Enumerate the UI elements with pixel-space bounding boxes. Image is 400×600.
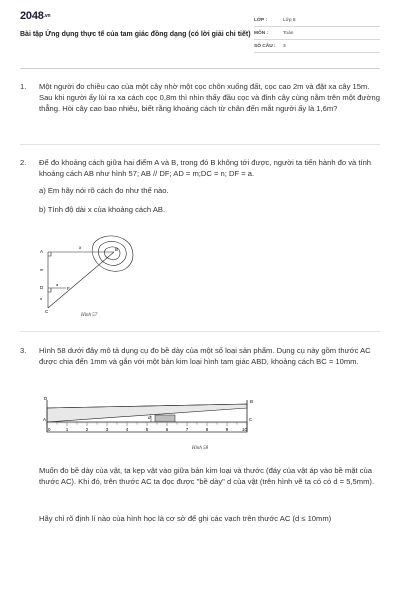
figure-57-caption: Hình 57 — [81, 313, 98, 318]
question-1 — [20, 81, 380, 114]
meta-value: 3 — [283, 43, 286, 49]
question-divider — [20, 331, 380, 332]
meta-label: LỚP : — [254, 17, 268, 23]
meta-row-count — [254, 40, 380, 53]
meta-value: Lớp 8 — [283, 17, 296, 23]
meta-label: MÔN : — [254, 30, 269, 36]
question-number: 1. — [20, 82, 27, 91]
right-angle-mark — [48, 288, 51, 292]
meta-value: Toán — [283, 30, 294, 36]
question-text: Một người đo chiều cao của một cây nhờ một cọc chôn xuống đất, cọc cao 2m và đặt xa cây 15m. Sau khi người ấy lùi ra xa cách cọc 0,8m thì nhìn thấy đầu cọc và đỉnh cây cùng nằm trên một đường thẳng. Hỏi cây cao bao nhiêu, biết rằng khoảng cách từ chân đến mắt người ấy là 1,6m? — [39, 82, 380, 113]
question-2 — [20, 157, 380, 215]
logo-text: 2048 — [20, 10, 44, 22]
label-D: D — [44, 396, 48, 401]
ruler-tick-label: 8 — [205, 427, 209, 432]
ruler-tick-label: 1 — [65, 427, 69, 432]
question-text: Hình 58 dưới đây mô tả dụng cụ đo bề dày của một số loại sản phẩm. Dụng cụ này gồm thước AC được chia đến 1mm và gắn với một bản kim loại hình tam giác ABD, khoảng cách BC = 10mm. — [39, 346, 371, 366]
question-divider — [20, 144, 380, 145]
label-n: n — [40, 296, 43, 301]
figure-58 — [39, 394, 261, 440]
meta-row-subject — [254, 27, 380, 40]
question-text: Hãy chỉ rõ định lí nào của hình học là cơ sở để ghi các vạch trên thước AC (d ≤ 10mm) — [39, 514, 332, 523]
ruler-tick-label: 10 — [242, 427, 248, 432]
ruler-tick-label: 7 — [185, 427, 189, 432]
ruler-tick-label: 3 — [105, 427, 109, 432]
ruler-tick-label: 9 — [225, 427, 229, 432]
label-D: D — [40, 285, 44, 290]
label-A: A — [40, 249, 44, 254]
meta-label: SỐ CÂU : — [254, 43, 276, 49]
label-A: A — [43, 417, 47, 422]
question-part-b: b) Tính độ dài x của khoảng cách AB. — [39, 205, 166, 214]
metal-plate — [47, 404, 247, 422]
ruler-tick-label: 5 — [145, 427, 149, 432]
worksheet-title: Bài tập Ứng dụng thực tế của tam giác đồng dạng (có lời giải chi tiết) — [20, 31, 251, 38]
label-B: B — [250, 399, 254, 404]
question-3-para-2 — [20, 465, 380, 487]
question-3-para-3 — [20, 513, 380, 524]
site-logo[interactable] — [20, 10, 50, 22]
ruler-tick-label: 4 — [125, 427, 129, 432]
label-C: C — [45, 309, 49, 313]
question-text: Để đo khoảng cách giữa hai điểm A và B, trong đó B không tới được, người ta tiến hành đo và tính khoảng cách AB như hình 57; AB // DF; AD = m;DC = n; DF = a. — [39, 158, 372, 178]
label-F: F — [67, 286, 70, 291]
figure-57 — [36, 233, 146, 313]
label-C: C — [249, 417, 253, 422]
question-number: 2. — [20, 158, 27, 167]
label-B: B — [115, 247, 119, 252]
label-a: a — [56, 282, 59, 287]
label-d: d — [148, 415, 151, 420]
ruler-tick-label: 0 — [48, 427, 51, 432]
segment-cb — [48, 252, 114, 308]
right-angle-mark — [48, 252, 51, 256]
logo-suffix: .vn — [43, 13, 51, 20]
label-m: m — [40, 267, 44, 272]
figure-58-caption: Hình 58 — [191, 446, 209, 451]
ruler-tick-label: 6 — [165, 427, 169, 432]
measured-object — [155, 415, 175, 422]
meta-row-class — [254, 14, 380, 27]
question-number: 3. — [20, 346, 27, 355]
header-divider — [20, 68, 380, 69]
meta-table — [254, 14, 380, 53]
question-3 — [20, 345, 380, 367]
question-text: Muốn đo bề dày của vật, ta kẹp vật vào giữa bản kim loại và thước (đáy của vật áp vào bề mặt của thước AC). Khi đó, trên thước AC ta đọc được "bề dày" d của vật (trên hình vẽ ta có có d = 5,5mm). — [39, 466, 375, 486]
label-x: x — [79, 245, 82, 250]
question-part-a: a) Em hãy nói rõ cách đo như thế nào. — [39, 186, 169, 195]
ruler-tick-label: 2 — [85, 427, 89, 432]
